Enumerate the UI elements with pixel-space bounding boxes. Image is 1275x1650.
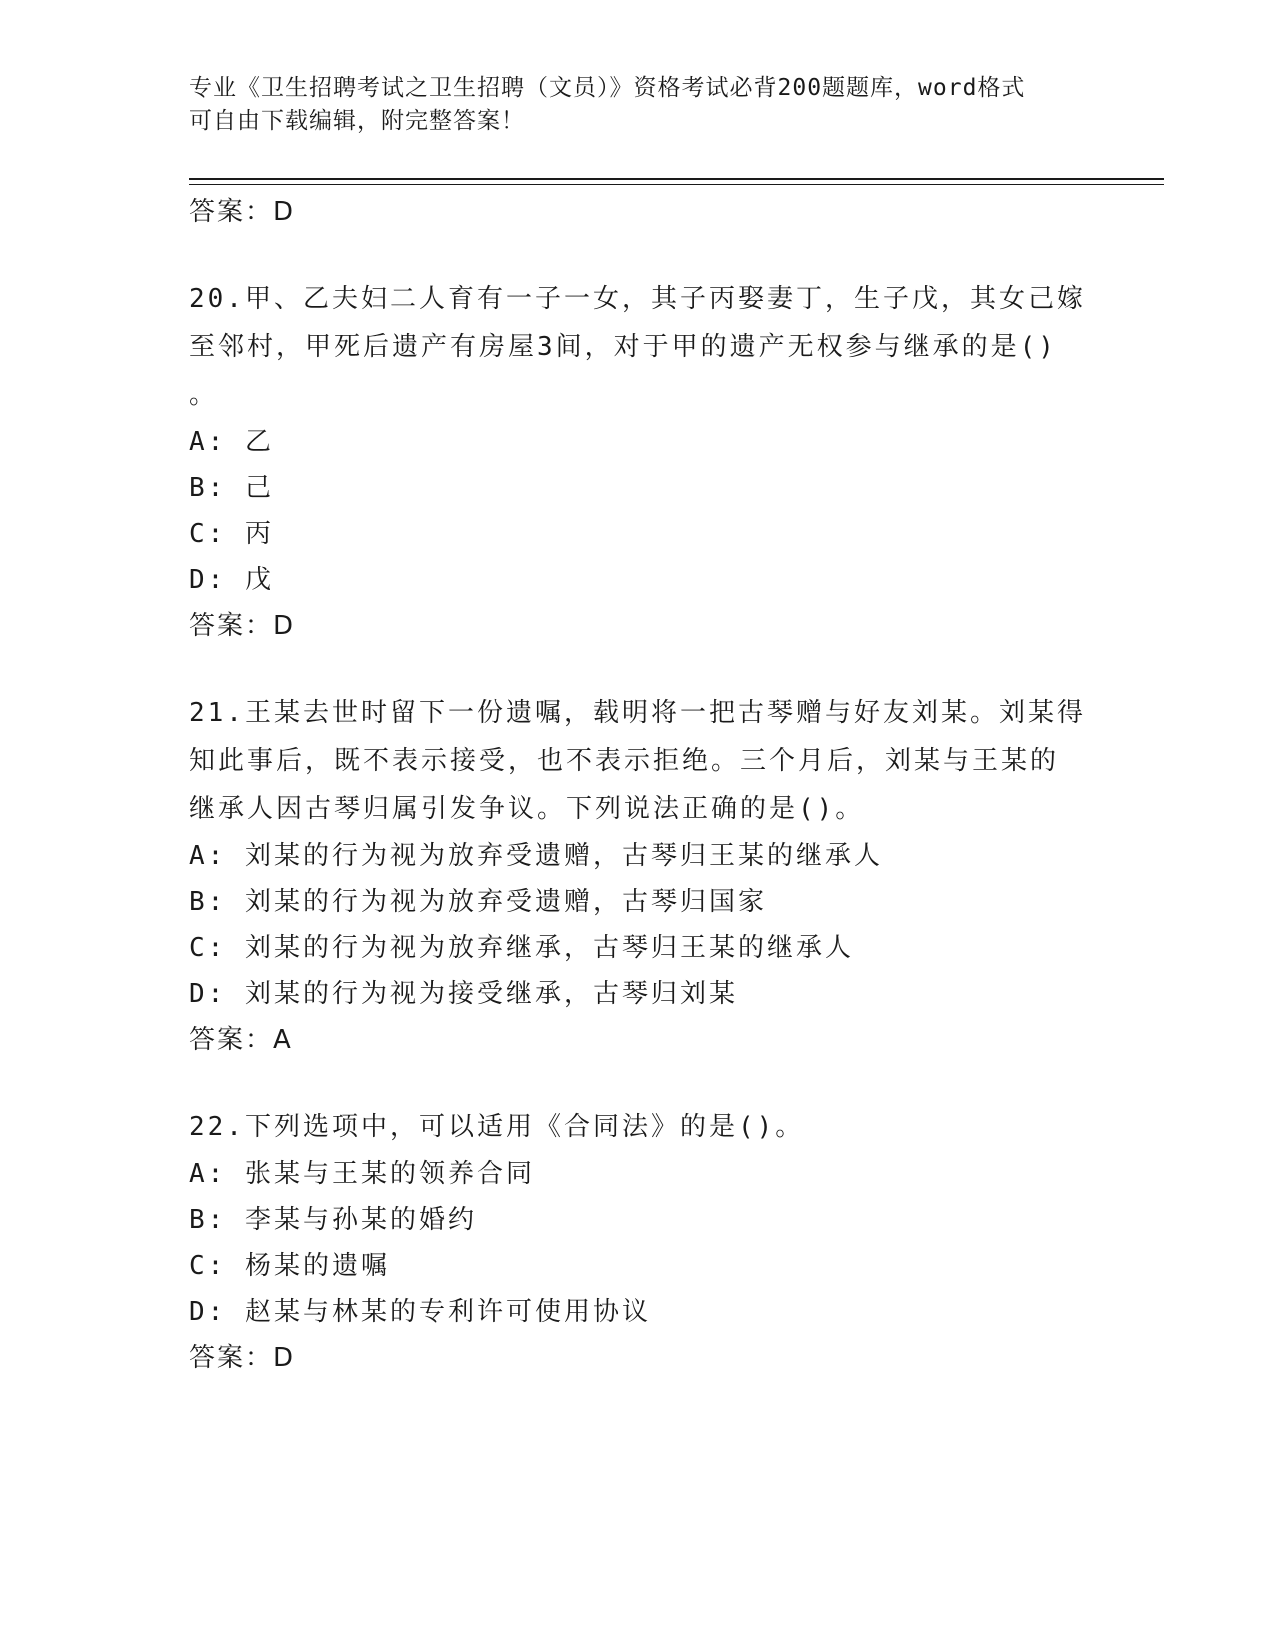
option-c: C: 刘某的行为视为放弃继承，古琴归王某的继承人: [189, 933, 854, 963]
question-text-line: 继承人因古琴归属引发争议。下列说法正确的是()。: [189, 794, 865, 824]
answer: 答案：D: [189, 1343, 296, 1373]
option-a: A: 刘某的行为视为放弃受遗赠，古琴归王某的继承人: [189, 841, 883, 871]
answer: 答案：D: [189, 611, 296, 641]
option-b: B: 刘某的行为视为放弃受遗赠，古琴归国家: [189, 887, 767, 917]
option-d: D: 戊: [189, 565, 274, 595]
question-21: [189, 689, 1089, 1063]
header-line-1: 专业《卫生招聘考试之卫生招聘（文员）》资格考试必背200题题库，word格式: [189, 75, 1026, 101]
question-text-line: 至邻村，甲死后遗产有房屋3间，对于甲的遗产无权参与继承的是(): [189, 332, 1057, 362]
document-header: [189, 72, 1089, 138]
option-b: B: 己: [189, 473, 274, 503]
question-20: [189, 275, 1089, 649]
previous-answer: 答案：D: [189, 197, 296, 227]
answer: 答案：A: [189, 1025, 293, 1055]
question-text-line: 知此事后，既不表示接受，也不表示拒绝。三个月后，刘某与王某的: [189, 746, 1060, 776]
option-a: A: 乙: [189, 427, 274, 457]
option-c: C: 丙: [189, 519, 274, 549]
option-a: A: 张某与王某的领养合同: [189, 1159, 535, 1189]
document-body: [189, 189, 1089, 1381]
question-text-line: 20.甲、乙夫妇二人育有一子一女，其子丙娶妻丁，生子戊，其女己嫁: [189, 284, 1086, 314]
spacer: [189, 1063, 1089, 1103]
spacer: [189, 649, 1089, 689]
option-d: D: 赵某与林某的专利许可使用协议: [189, 1297, 651, 1327]
question-22: [189, 1103, 1089, 1381]
header-divider: [189, 178, 1164, 180]
option-b: B: 李某与孙某的婚约: [189, 1205, 477, 1235]
header-line-2: 可自由下载编辑，附完整答案！: [189, 108, 525, 134]
question-text-line: 21.王某去世时留下一份遗嘱，载明将一把古琴赠与好友刘某。刘某得: [189, 698, 1086, 728]
header-divider-thin: [189, 184, 1164, 185]
option-d: D: 刘某的行为视为接受继承，古琴归刘某: [189, 979, 738, 1009]
question-text-line: 22.下列选项中，可以适用《合同法》的是()。: [189, 1112, 805, 1142]
option-c: C: 杨某的遗嘱: [189, 1251, 390, 1281]
spacer: [189, 235, 1089, 275]
question-text-line: 。: [189, 380, 219, 410]
